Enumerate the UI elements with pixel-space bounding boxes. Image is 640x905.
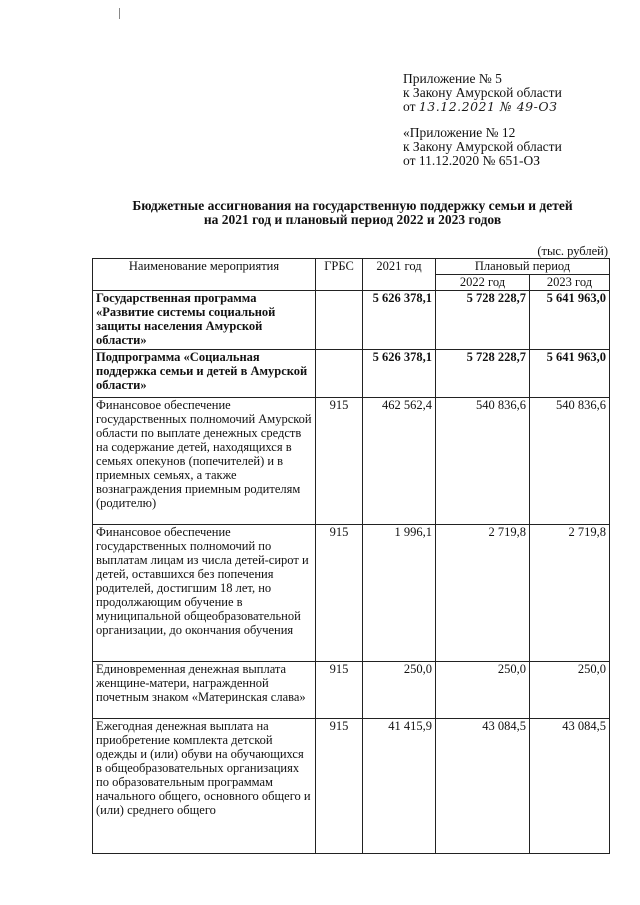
document-title-line-1: Бюджетные ассигнования на государственную поддержку семьи и детей: [132, 198, 573, 213]
table-row: [93, 719, 610, 854]
row-value-2022: 43 084,5: [436, 719, 530, 854]
row-name-cell: Ежегодная денежная выплата на приобретение комплекта детской одежды и (или) обуви на обучающихся в общеобразовательных организациях по образовательным программам начального общего, основного общего и (или) среднего общего: [93, 719, 316, 854]
row-value-2021: 1 996,1: [363, 525, 436, 662]
header-2023: 2023 год: [530, 275, 610, 291]
table-row: [93, 525, 610, 662]
row-name-cell: Финансовое обеспечение государственных полномочий Амурской области по выплате денежных средств на содержание детей, находящихся в семьях опекунов (попечителей) и в приемных семьях, а также вознаграждения приемным родителям (родителю): [93, 398, 316, 525]
row-value-2021: 250,0: [363, 662, 436, 719]
row-value-2022: 250,0: [436, 662, 530, 719]
row-value-2023: 5 641 963,0: [530, 291, 610, 350]
row-name-cell: Государственная программа «Развитие системы социальной защиты населения Амурской области»: [93, 291, 316, 350]
table-row: [93, 291, 610, 350]
annex-5-title: Приложение № 5: [403, 71, 502, 86]
annex-5-handwritten-date: 13.12.2021 № 49-ОЗ: [418, 99, 558, 114]
row-value-2021: 5 626 378,1: [363, 291, 436, 350]
annex-5-law: к Закону Амурской области: [403, 85, 562, 100]
annex-12-header: [403, 126, 562, 168]
header-2021: 2021 год: [363, 259, 436, 291]
document-title-line-2: на 2021 год и плановый период 2022 и 2023 годов: [203, 212, 502, 227]
annex-5-date-line: [403, 100, 562, 114]
row-value-2022: 2 719,8: [436, 525, 530, 662]
header-2022: 2022 год: [436, 275, 530, 291]
row-grbs-cell: [316, 350, 363, 398]
row-value-2023: 2 719,8: [530, 525, 610, 662]
row-name-cell: Единовременная денежная выплата женщине-матери, награжденной почетным знаком «Материнская слава»: [93, 662, 316, 719]
document-title: [95, 199, 610, 227]
row-value-2023: 540 836,6: [530, 398, 610, 525]
row-grbs-cell: 915: [316, 398, 363, 525]
row-value-2022: 540 836,6: [436, 398, 530, 525]
row-value-2023: 43 084,5: [530, 719, 610, 854]
budget-table: [92, 258, 610, 854]
annex-12-law: к Закону Амурской области: [403, 139, 562, 154]
row-value-2022: 5 728 228,7: [436, 350, 530, 398]
row-value-2022: 5 728 228,7: [436, 291, 530, 350]
scan-artifact-mark: [119, 8, 120, 19]
row-grbs-cell: 915: [316, 719, 363, 854]
row-name-cell: Подпрограмма «Социальная поддержка семьи и детей в Амурской области»: [93, 350, 316, 398]
table-row: [93, 398, 610, 525]
row-value-2021: 462 562,4: [363, 398, 436, 525]
row-grbs-cell: [316, 291, 363, 350]
annex-12-title: «Приложение № 12: [403, 125, 516, 140]
header-planned-period: Плановый период: [436, 259, 610, 275]
table-row: [93, 662, 610, 719]
units-label: (тыс. рублей): [537, 244, 608, 258]
row-value-2021: 41 415,9: [363, 719, 436, 854]
row-value-2023: 250,0: [530, 662, 610, 719]
annex-5-header: [403, 72, 562, 114]
header-name: Наименование мероприятия: [93, 259, 316, 291]
row-name-cell: Финансовое обеспечение государственных полномочий по выплатам лицам из числа детей-сирот и детей, оставшихся без попечения родителей, достигшим 18 лет, но продолжающим обучение в муниципальной общеобразовательной организации, до окончания обучения: [93, 525, 316, 662]
row-value-2023: 5 641 963,0: [530, 350, 610, 398]
table-row: [93, 350, 610, 398]
row-grbs-cell: 915: [316, 662, 363, 719]
table-body: [93, 291, 610, 854]
header-grbs: ГРБС: [316, 259, 363, 291]
table-header-row: [93, 259, 610, 275]
row-grbs-cell: 915: [316, 525, 363, 662]
row-value-2021: 5 626 378,1: [363, 350, 436, 398]
annex-12-date: от 11.12.2020 № 651-ОЗ: [403, 153, 540, 168]
annex-5-date-prefix: от: [403, 99, 416, 114]
